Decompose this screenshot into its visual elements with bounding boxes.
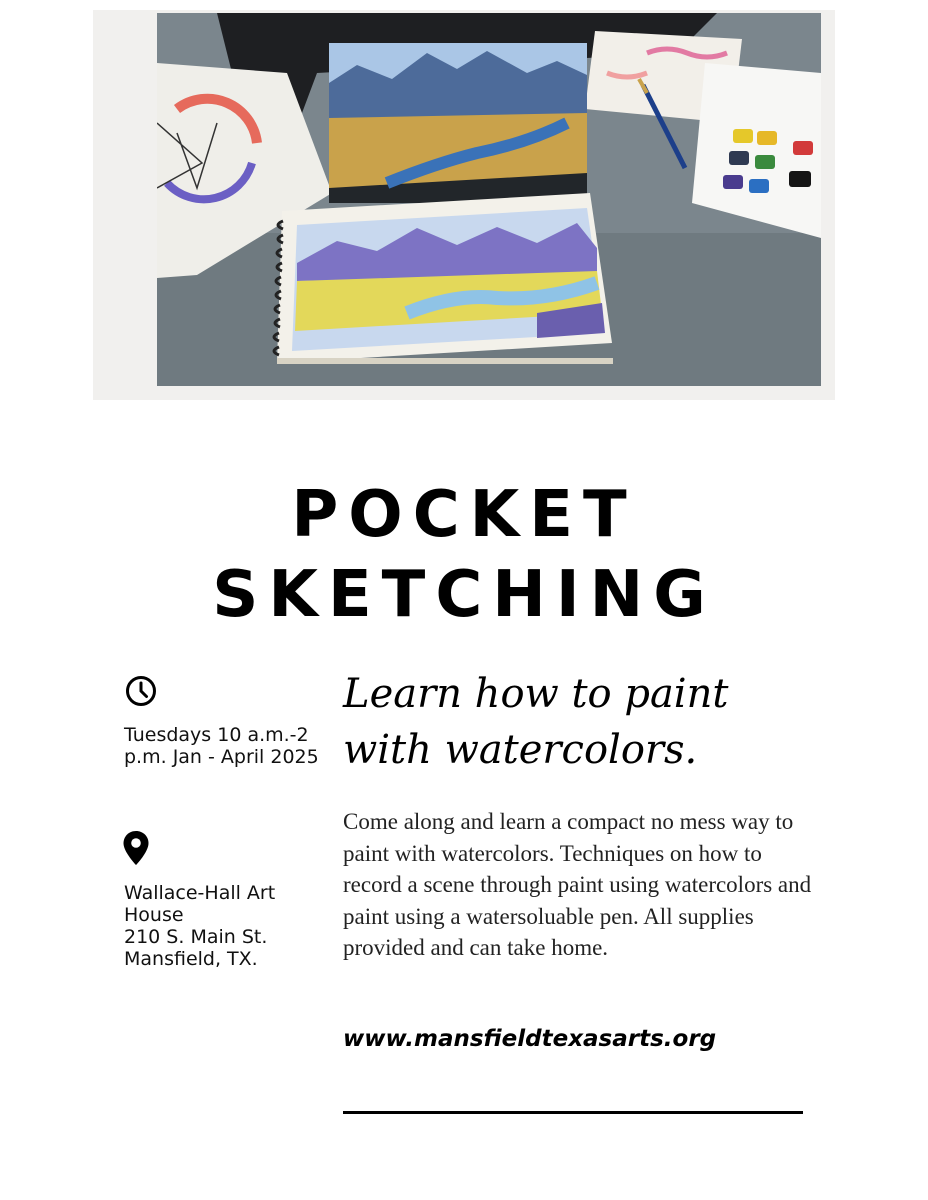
map-pin-icon bbox=[122, 830, 150, 866]
clock-icon bbox=[124, 674, 158, 708]
website-link[interactable]: www.mansfieldtexasarts.org bbox=[343, 1026, 717, 1052]
title-line-2: SKETCHING bbox=[212, 558, 716, 632]
description-text: Come along and learn a compact no mess way to paint with watercolors. Techniques on how to record a scene through paint using watercolors and paint using a watersoluable pen. All supplies provided and can take home. bbox=[343, 809, 812, 960]
hero-photo bbox=[157, 13, 821, 386]
venue-street: 210 S. Main St. bbox=[124, 926, 268, 948]
bottom-divider bbox=[343, 1111, 803, 1114]
watercolor-sketch-photo bbox=[157, 13, 821, 386]
schedule-text: Tuesdays 10 a.m.-2 p.m. Jan - April 2025 bbox=[124, 724, 319, 768]
venue-name-line-2: House bbox=[124, 904, 184, 926]
venue-name-line-1: Wallace-Hall Art bbox=[124, 882, 276, 904]
headline: Learn how to paint with watercolors. bbox=[343, 671, 729, 773]
venue-city: Mansfield, TX. bbox=[124, 948, 258, 970]
title-line-1: POCKET bbox=[291, 478, 637, 552]
venue-address bbox=[124, 882, 324, 970]
